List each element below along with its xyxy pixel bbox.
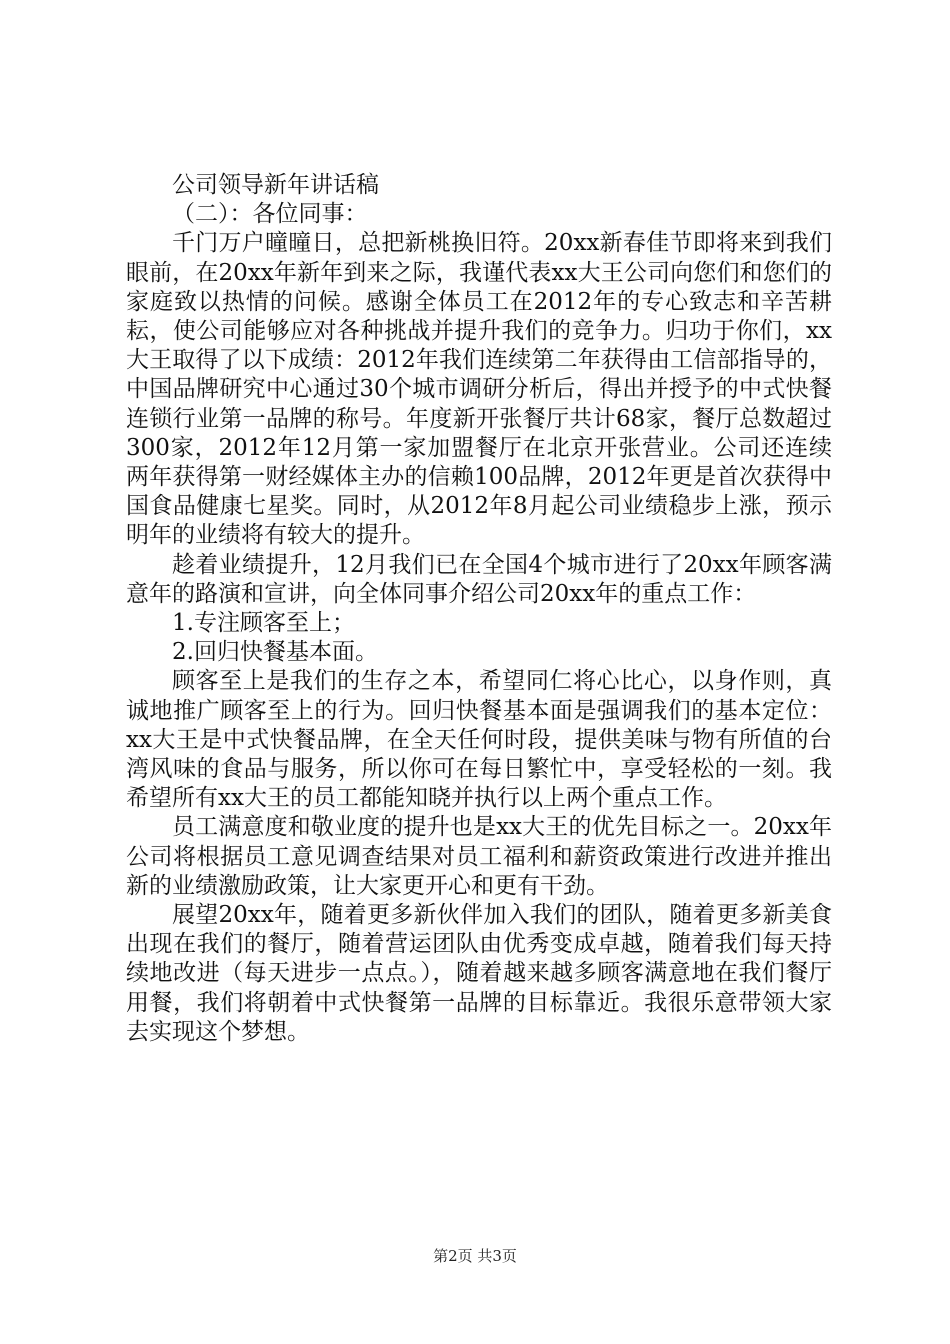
paragraph-5: 展望20xx年，随着更多新伙伴加入我们的团队，随着更多新美食出现在我们的餐厅，随着营运团队由优秀变成卓越，随着我们每天持续地改进（每天进步一点点。），随着越来越多顾客满意地在我们餐厅用餐，我们将朝着中式快餐第一品牌的目标靠近。我很乐意带领大家去实现这个梦想。	[126, 902, 832, 1045]
salutation: （二）：各位同事：	[172, 201, 368, 228]
paragraph-4: 员工满意度和敬业度的提升也是xx大王的优先目标之一。20xx年公司将根据员工意见调查结果对员工福利和薪资政策进行改进并推出新的业绩激励政策，让大家更开心和更有干劲。	[126, 814, 832, 899]
document-body	[126, 171, 832, 1047]
list-item-1: 1.专注顾客至上；	[172, 610, 355, 637]
page-number-footer: 第2页 共3页	[433, 1247, 517, 1265]
paragraph-3: 顾客至上是我们的生存之本，希望同仁将心比心，以身作则，真诚地推广顾客至上的行为。回归快餐基本面是强调我们的基本定位：xx大王是中式快餐品牌，在全天任何时段，提供美味与物有所值的台湾风味的食品与服务，所以你可在每日繁忙中，享受轻松的一刻。我希望所有xx大王的员工都能知晓并执行以上两个重点工作。	[126, 668, 832, 812]
document-title: 公司领导新年讲话稿	[172, 172, 379, 198]
paragraph-1: 千门万户曈曈日，总把新桃换旧符。20xx新春佳节即将来到我们眼前，在20xx年新年到来之际，我谨代表xx大王公司向您们和您们的家庭致以热情的问候。感谢全体员工在2012年的专心致志和辛苦耕耘，使公司能够应对各种挑战并提升我们的竞争力。归功于你们，xx大王取得了以下成绩：2012年我们连续第二年获得由工信部指导的，中国品牌研究中心通过30个城市调研分析后，得出并授予的中式快餐连锁行业第一品牌的称号。年度新开张餐厅共计68家，餐厅总数超过300家，2012年12月第一家加盟餐厅在北京开张营业。公司还连续两年获得第一财经媒体主办的信赖100品牌，2012年更是首次获得中国食品健康七星奖。同时，从2012年8月起公司业绩稳步上涨，预示明年的业绩将有较大的提升。	[126, 230, 832, 549]
list-item-2: 2.回归快餐基本面。	[172, 639, 378, 666]
paragraph-2: 趁着业绩提升，12月我们已在全国4个城市进行了20xx年顾客满意年的路演和宣讲，向全体同事介绍公司20xx年的重点工作：	[126, 551, 832, 607]
